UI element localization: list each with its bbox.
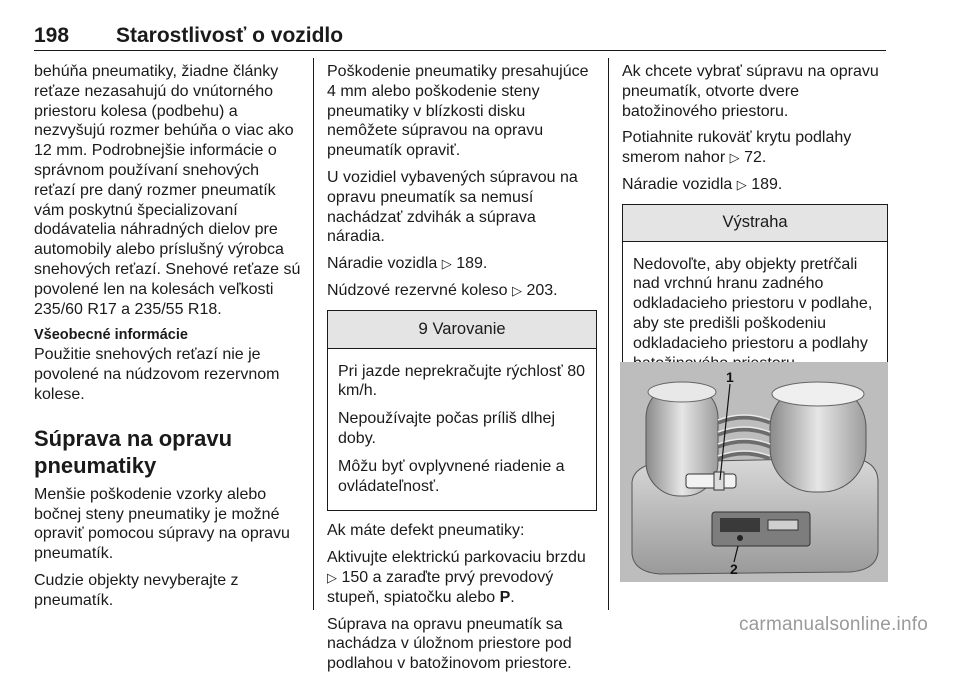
warning-icon: 9 [418, 318, 428, 338]
callout-label-1: 1 [726, 369, 734, 385]
text-segment: Aktivujte elektrickú parkovaciu brzdu [327, 549, 586, 567]
paragraph [622, 128, 888, 168]
paragraph: Použitie snehových reťazí nie je povolené na núdzovom rezervnom kolese. [34, 346, 280, 403]
watermark: carmanualsonline.info [738, 614, 928, 635]
column-3 [622, 62, 888, 398]
warning-body [328, 349, 596, 511]
warning-text: Nepoužívajte počas príliš dlhej doby. [338, 410, 556, 447]
gear-position: P [499, 588, 511, 606]
paragraph: Poškodenie pneumatiky presahujúce 4 mm alebo poškodenie steny pneumatiky v blízkosti disku nemôžete súpravou na opravu pneumatík opraviť. [327, 63, 589, 160]
paragraph [327, 548, 597, 607]
text-segment: Potiahnite rukoväť krytu podlahy smerom nahor [622, 129, 852, 167]
callout-label-2: 2 [730, 561, 738, 577]
reference-text: Núdzové rezervné koleso [327, 281, 508, 299]
paragraph: Cudzie objekty nevyberajte z pneumatík. [34, 571, 239, 609]
subheading: Všeobecné informácie [34, 327, 188, 344]
arrow-ref-icon: ▷ [729, 150, 740, 166]
paragraph: U vozidiel vybavených súpravou na opravu pneumatík sa nemusí nachádzať zdvihák a súprava náradia. [327, 168, 578, 246]
column-divider [313, 58, 314, 610]
arrow-ref-icon: ▷ [441, 256, 452, 272]
reference-line [327, 281, 597, 301]
paragraph: Menšie poškodenie vzorky alebo bočnej steny pneumatiky je možné opraviť pomocou súpravy na opravu pneumatík. [34, 485, 290, 563]
paragraph: Súprava na opravu pneumatík sa nachádza v úložnom priestore pod podlahou v batožinovom priestore. [327, 615, 572, 673]
reference-text: Náradie vozidla [327, 255, 438, 273]
warning-title: Varovanie [432, 319, 506, 338]
page-header [34, 22, 886, 51]
text-segment: . [510, 588, 515, 606]
column-1 [34, 62, 302, 618]
reference-page[interactable]: 203. [526, 281, 558, 299]
warning-text: Môžu byť ovplyvnené riadenie a ovládateľnosť. [338, 457, 565, 495]
arrow-ref-icon: ▷ [327, 569, 337, 585]
reference-line [327, 254, 597, 274]
paragraph: Ak máte defekt pneumatiky: [327, 522, 525, 540]
arrow-ref-icon: ▷ [736, 176, 747, 192]
section-heading: Súprava na opravu pneumatiky [34, 425, 233, 478]
warning-text: Pri jazde neprekračujte rýchlosť 80 km/h. [338, 362, 586, 400]
caution-header: Výstraha [623, 205, 887, 242]
warning-box [327, 310, 597, 512]
reference-line [622, 175, 888, 195]
column-2 [327, 62, 597, 681]
page-title: Starostlivosť o vozidlo [116, 24, 344, 47]
reference-page[interactable]: 189. [751, 175, 783, 193]
reference-page[interactable]: 72. [744, 149, 767, 167]
page-number: 198 [34, 24, 70, 47]
reference-page[interactable]: 189. [456, 255, 488, 273]
tire-repair-kit-illustration [620, 362, 888, 582]
column-divider [608, 58, 609, 610]
caution-text: Nedovoľte, aby objekty pretŕčali nad vrchnú hranu zadného odkladacieho priestoru v podlahe, aby ste predišli poškodeniu odkladacieho priestoru a podlahy [633, 255, 873, 352]
paragraph: behúňa pneumatiky, žiadne články reťaze nezasahujú do vnútorného priestoru kolesa (podbehu) a nezvyšujú rozmer behúňa o viac ako 12 mm. Podrobnejšie informácie o správnom používaní snehových reťazí pre daný rozmer pneumatík vám poskytnú špecializovaní dodávatelia náhradných dielov pre automobily alebo príslušný výrobca snehových reťazí. Snehové reťaze sú povolené len na kolesách veľkosti 235/60 R17 a 235/55 R18. [34, 63, 301, 318]
caution-box [622, 204, 888, 389]
warning-header [328, 311, 596, 349]
arrow-ref-icon: ▷ [512, 282, 522, 298]
paragraph: Ak chcete vybrať súpravu na opravu pneumatík, otvorte dvere batožinového priestoru. [622, 63, 879, 120]
reference-page[interactable]: 150 [341, 568, 369, 586]
reference-text: Náradie vozidla [622, 175, 733, 193]
text-segment: a zaraďte prvý prevodový stupeň, spiatočku alebo [327, 568, 554, 606]
